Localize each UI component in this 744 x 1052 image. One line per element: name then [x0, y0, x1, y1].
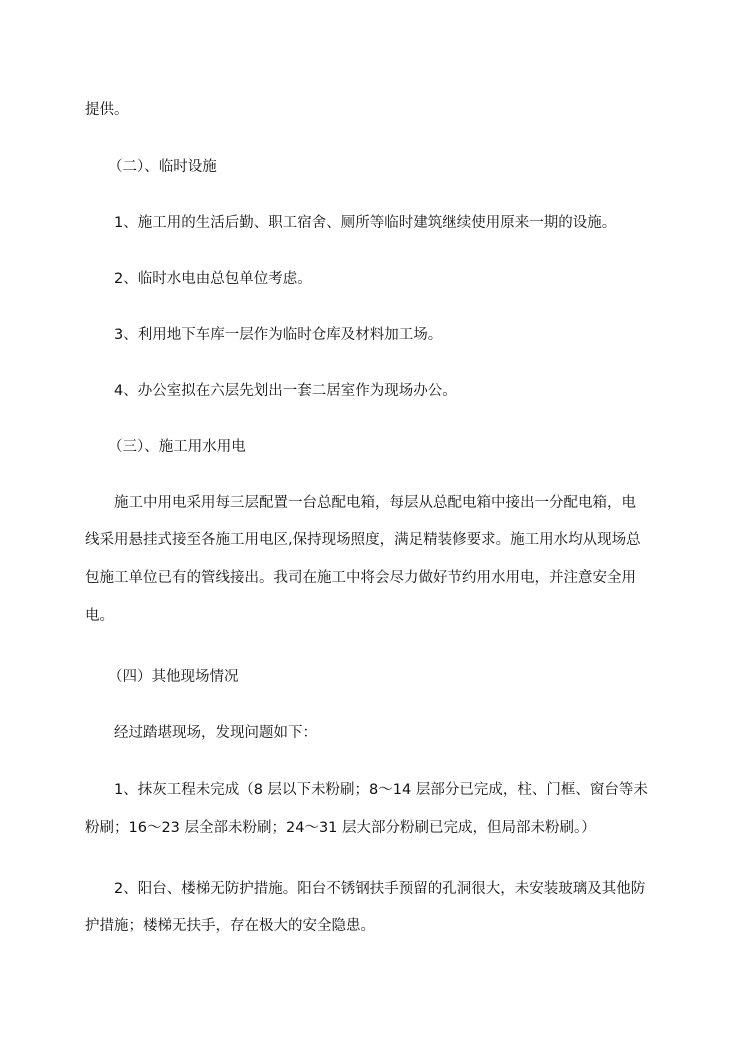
heading-other-site-conditions: （四）其他现场情况: [108, 669, 239, 685]
list-item-3: 3、利用地下车库一层作为临时仓库及材料加工场。: [114, 327, 443, 343]
paragraph-provide: 提供。: [85, 102, 129, 118]
paragraph-power-line-3: 包施工单位已有的管线接出。我司在施工中将会尽力做好节约用水用电，并注意安全用: [85, 570, 636, 586]
heading-temporary-facilities: （二）、临时设施: [108, 159, 217, 175]
heading-water-power: （三）、施工用水用电: [108, 439, 246, 455]
paragraph-survey: 经过踏堪现场，发现问题如下：: [114, 725, 317, 741]
list-item-2: 2、临时水电由总包单位考虑。: [114, 271, 312, 287]
list-item-4: 4、办公室拟在六层先划出一套二居室作为现场办公。: [114, 383, 457, 399]
issue-2-line-2: 护措施；楼梯无扶手，存在极大的安全隐患。: [85, 918, 375, 934]
issue-1-line-1: 1、抹灰工程未完成（8 层以下未粉刷；8～14 层部分已完成，柱、门框、窗台等未: [114, 782, 648, 798]
paragraph-power-line-1: 施工中用电采用每三层配置一台总配电箱，每层从总配电箱中接出一分配电箱，电: [114, 495, 636, 511]
issue-1-line-2: 粉刷；16～23 层全部未粉刷；24～31 层大部分粉刷已完成，但局部未粉刷。）: [85, 820, 596, 836]
issue-2-line-1: 2、阳台、楼梯无防护措施。阳台不锈钢扶手预留的孔洞很大，未安装玻璃及其他防: [114, 881, 646, 897]
paragraph-power-line-4: 电。: [85, 608, 114, 624]
paragraph-power-line-2: 线采用悬挂式接至各施工用电区,保持现场照度，满足精装修要求。施工用水均从现场总: [85, 532, 641, 548]
list-item-1: 1、施工用的生活后勤、职工宿舍、厕所等临时建筑继续使用原来一期的设施。: [114, 215, 617, 231]
